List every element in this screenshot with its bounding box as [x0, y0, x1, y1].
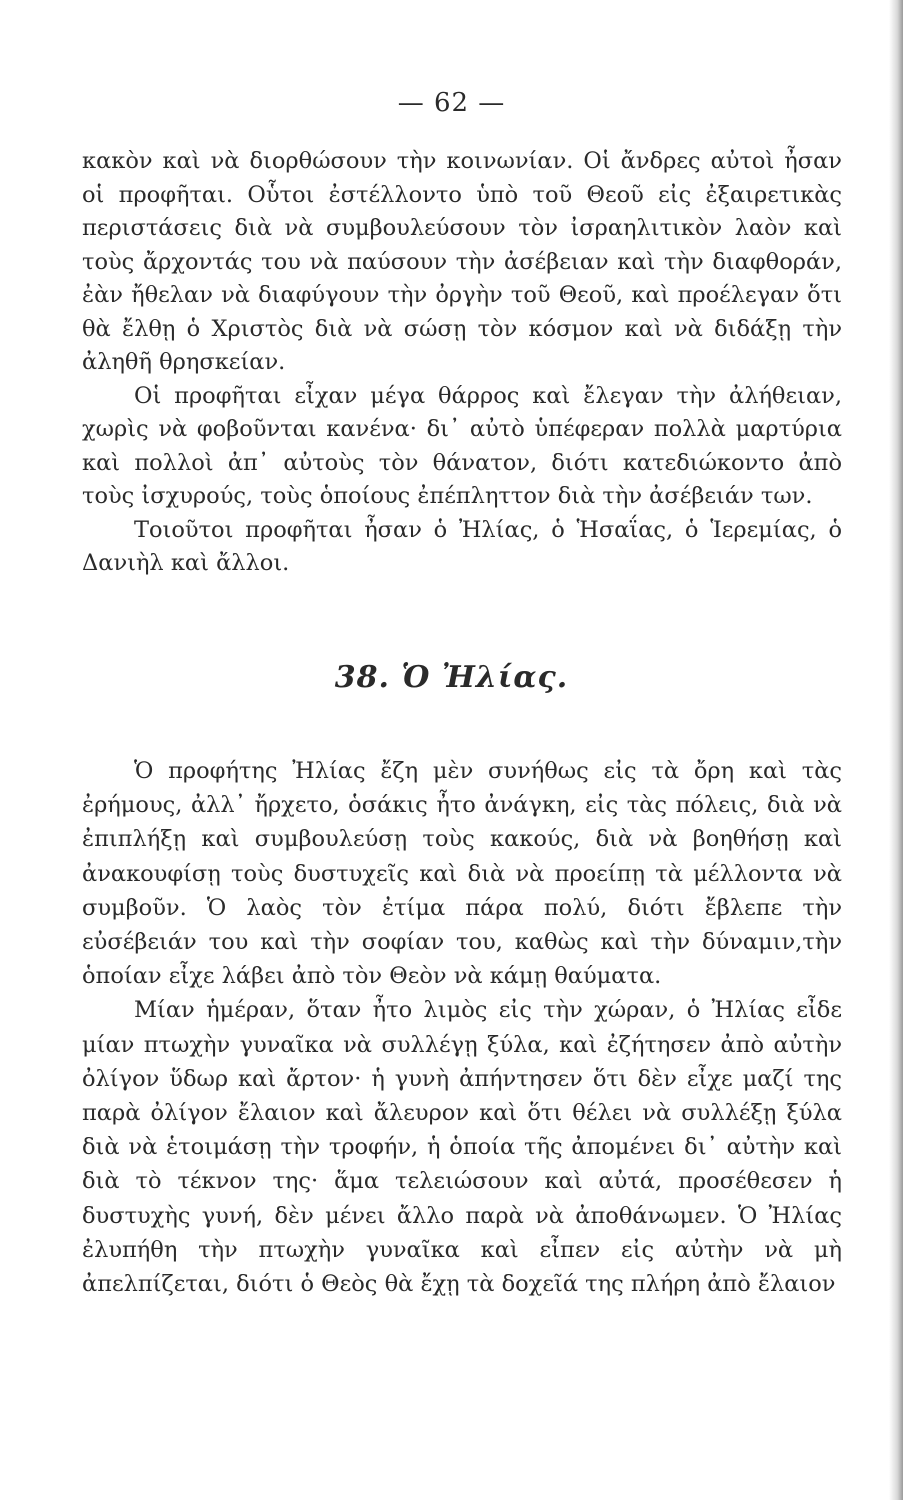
section-text-prophets — [82, 145, 842, 581]
paragraph-4: Ὁ προφήτης Ἠλίας ἔζη μὲν συνήθως εἰς τὰ ὄρη καὶ τὰς ἐρήμους, ἀλλ᾽ ἤρχετο, ὁσάκις ἦτο ἀνάγκη, εἰς τὰς πόλεις, διὰ νὰ ἐπιπλήξῃ καὶ συμβουλεύσῃ τοὺς κακούς, διὰ νὰ βοηθήσῃ καὶ ἀνακουφίσῃ τοὺς δυστυχεῖς καὶ διὰ νὰ προείπῃ τὰ μέλλοντα νὰ συμβοῦν. Ὁ λαὸς τὸν ἐτίμα πάρα πολύ, διότι ἔβλεπε τὴν εὐσέβειάν του καὶ τὴν σοφίαν του, καθὼς καὶ τὴν δύναμιν,τὴν ὁποίαν εἶχε λάβει ἀπὸ τὸν Θεὸν νὰ κάμῃ θαύματα. — [82, 758, 842, 990]
paragraph-3: Τοιοῦτοι προφῆται ἦσαν ὁ Ἠλίας, ὁ Ἡσαΐας, ὁ Ἱερεμίας, ὁ Δανιὴλ καὶ ἄλλοι. — [82, 516, 842, 576]
paragraph-2: Οἱ προφῆται εἶχαν μέγα θάρρος καὶ ἔλεγαν τὴν ἀλήθειαν, χωρὶς νὰ φοβοῦνται κανένα· δι᾽ αὐτὸ ὑπέφεραν πολλὰ μαρτύρια καὶ πολλοὶ ἀπ᾽ αὐτοὺς τὸν θάνατον, διότι κατεδιώκοντο ἀπὸ τοὺς ἰσχυρούς, τοὺς ὁποίους ἐπέπληττον διὰ τὴν ἀσέβειάν των. — [82, 382, 842, 509]
chapter-heading: 38. Ὁ Ἠλίας. — [334, 660, 569, 695]
page-number: — 62 — — [397, 88, 506, 118]
paragraph-5: Μίαν ἡμέραν, ὅταν ἦτο λιμὸς εἰς τὴν χώραν, ὁ Ἠλίας εἶδε μίαν πτωχὴν γυναῖκα νὰ συλλέγῃ ξύλα, καὶ ἐζήτησεν ἀπὸ αὐτὴν ὀλίγον ὕδωρ καὶ ἄρτον· ἡ γυνὴ ἀπήντησεν ὅτι δὲν εἶχε μαζί της παρὰ ὀλίγον ἔλαιον καὶ ἄλευρον καὶ ὅτι θέλει νὰ συλλέξῃ ξύλα διὰ νὰ ἑτοιμάσῃ τὴν τροφήν, ἡ ὁποία τῆς ἀπομένει δι᾽ αὐτὴν καὶ διὰ τὸ τέκνον της· ἅμα τελειώσουν καὶ αὐτά, προσέθεσεν ἡ δυστυχὴς γυνή, δὲν μένει ἄλλο παρὰ νὰ ἀποθάνωμεν. Ὁ Ἠλίας ἐλυπήθη τὴν πτωχὴν γυναῖκα καὶ εἶπεν εἰς αὐτὴν νὰ μὴ ἀπελπίζεται, διότι ὁ Θεὸς θὰ ἔχῃ τὰ δοχεῖά της πλήρη ἀπὸ ἔλαιον — [82, 997, 842, 1298]
section-text-elias — [82, 754, 842, 1301]
page-binding-edge — [889, 0, 903, 1500]
paragraph-1: κακὸν καὶ νὰ διορθώσουν τὴν κοινωνίαν. Οἱ ἄνδρες αὐτοὶ ἦσαν οἱ προφῆται. Οὗτοι ἐστέλλοντο ὑπὸ τοῦ Θεοῦ εἰς ἐξαιρετικὰς περιστάσεις διὰ νὰ συμβουλεύσουν τὸν ἰσραηλιτικὸν λαὸν καὶ τοὺς ἄρχοντάς του νὰ παύσουν τὴν ἀσέβειαν καὶ τὴν διαφθοράν, ἐὰν ἤθελαν νὰ διαφύγουν τὴν ὀργὴν τοῦ Θεοῦ, καὶ προέλεγαν ὅτι θὰ ἔλθῃ ὁ Χριστὸς διὰ νὰ σώσῃ τὸν κόσμον καὶ νὰ διδάξῃ τὴν ἀληθῆ θρησκείαν. — [82, 148, 842, 375]
